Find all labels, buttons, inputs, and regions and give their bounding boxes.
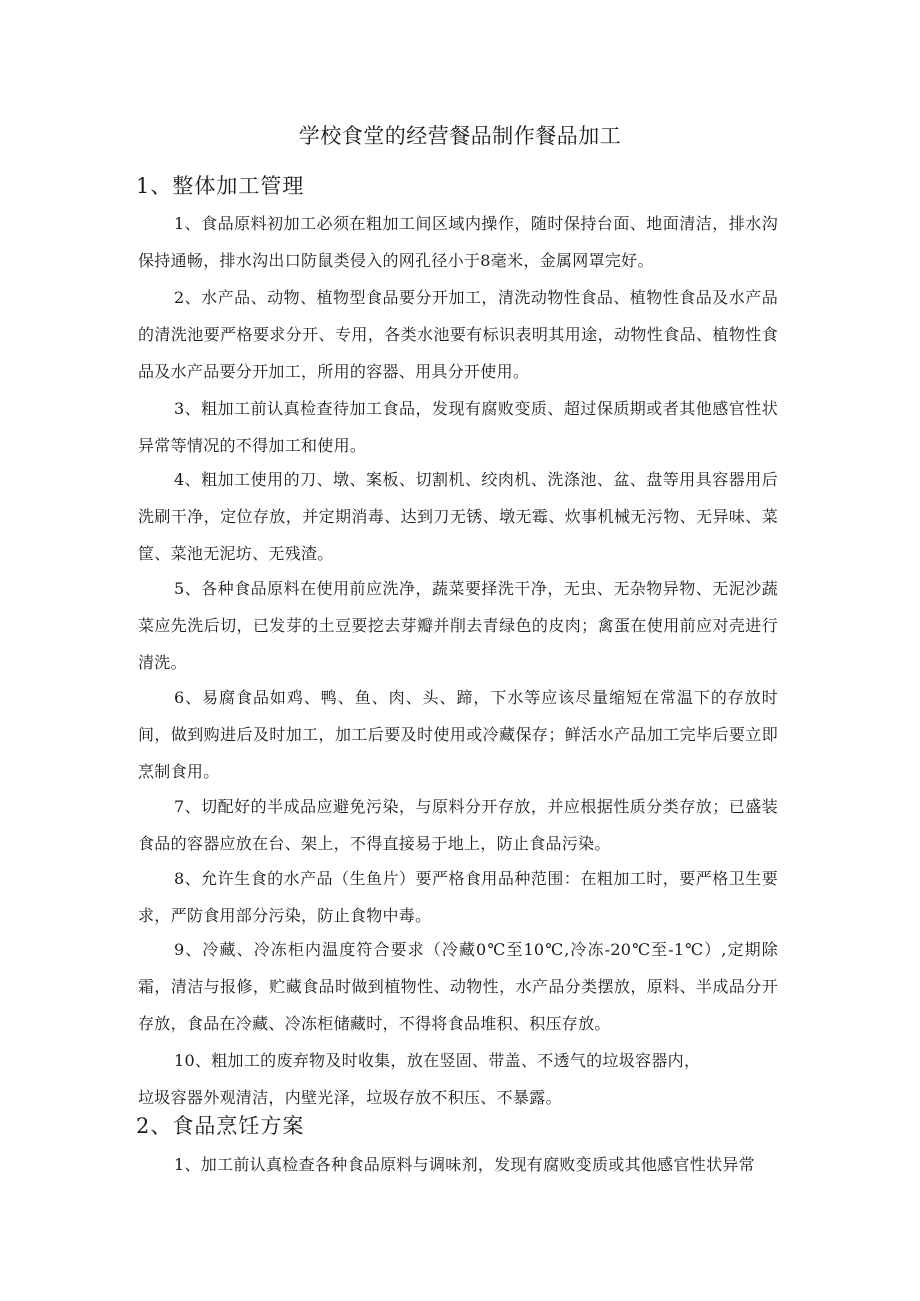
paragraph-8: 8、允许生食的水产品（生鱼片）要严格食用品种范围：在粗加工时，要严格卫生要求，严防食用部分污染，防止食物中毒。 — [138, 869, 778, 925]
paragraph-4: 4、粗加工使用的刀、墩、案板、切割机、绞肉机、洗涤池、盆、盘等用具容器用后洗刷干净，定位存放，并定期消毒、达到刀无锈、墩无霉、炊事机械无污物、无异味、菜筐、菜池无泥坊、无残渣。 — [138, 470, 778, 563]
paragraph-6: 6、易腐食品如鸡、鸭、鱼、肉、头、蹄，下水等应该尽量缩短在常温下的存放时间，做到购进后及时加工，加工后要及时使用或冷藏保存；鲜活水产品加工完毕后要立即烹制食用。 — [138, 688, 778, 781]
paragraph-5: 5、各种食品原料在使用前应洗净，蔬菜要择洗干净，无虫、无杂物异物、无泥沙蔬菜应先洗后切，已发芽的土豆要挖去芽瓣并削去青绿色的皮肉；禽蛋在使用前应对壳进行清洗。 — [138, 579, 778, 672]
paragraph-10-line-1: 10、粗加工的废弃物及时收集，放在竖固、带盖、不透气的垃圾容器内， — [174, 1051, 701, 1070]
section-heading-2: 2、食品烹饪方案 — [136, 1114, 305, 1138]
paragraph-7: 7、切配好的半成品应避免污染，与原料分开存放，并应根据性质分类存放；已盛装食品的容器应放在台、架上，不得直接易于地上，防止食品污染。 — [138, 797, 778, 853]
paragraph-9: 9、冷藏、冷冻柜内温度符合要求（冷藏0℃至10℃,冷冻-20℃至-1℃）,定期除霜，清洁与报修，贮藏食品时做到植物性、动物性，水产品分类摆放，原料、半成品分开存放，食品在冷藏、冷冻柜储藏时，不得将食品堆积、积压存放。 — [138, 940, 778, 1033]
section2-paragraph-1: 1、加工前认真检查各种食品原料与调味剂，发现有腐败变质或其他感官性状异常 — [174, 1155, 755, 1174]
section-heading-1: 1、整体加工管理 — [136, 174, 305, 198]
paragraph-1: 1、食品原料初加工必须在粗加工间区域内操作，随时保持台面、地面清洁，排水沟保持通畅，排水沟出口防鼠类侵入的网孔径小于8毫米，金属网罩完好。 — [138, 214, 778, 270]
paragraph-10-line-2: 垃圾容器外观清洁，内壁光泽，垃圾存放不积压、不暴露。 — [138, 1088, 562, 1107]
paragraph-2: 2、水产品、动物、植物型食品要分开加工，清洗动物性食品、植物性食品及水产品的清洗池要严格要求分开、专用，各类水池要有标识表明其用途，动物性食品、植物性食品及水产品要分开加工，所用的容器、用具分开使用。 — [138, 288, 778, 381]
paragraph-3: 3、粗加工前认真检查待加工食品，发现有腐败变质、超过保质期或者其他感官性状异常等情况的不得加工和使用。 — [138, 399, 778, 455]
document-title: 学校食堂的经营餐品制作餐品加工 — [298, 124, 622, 148]
